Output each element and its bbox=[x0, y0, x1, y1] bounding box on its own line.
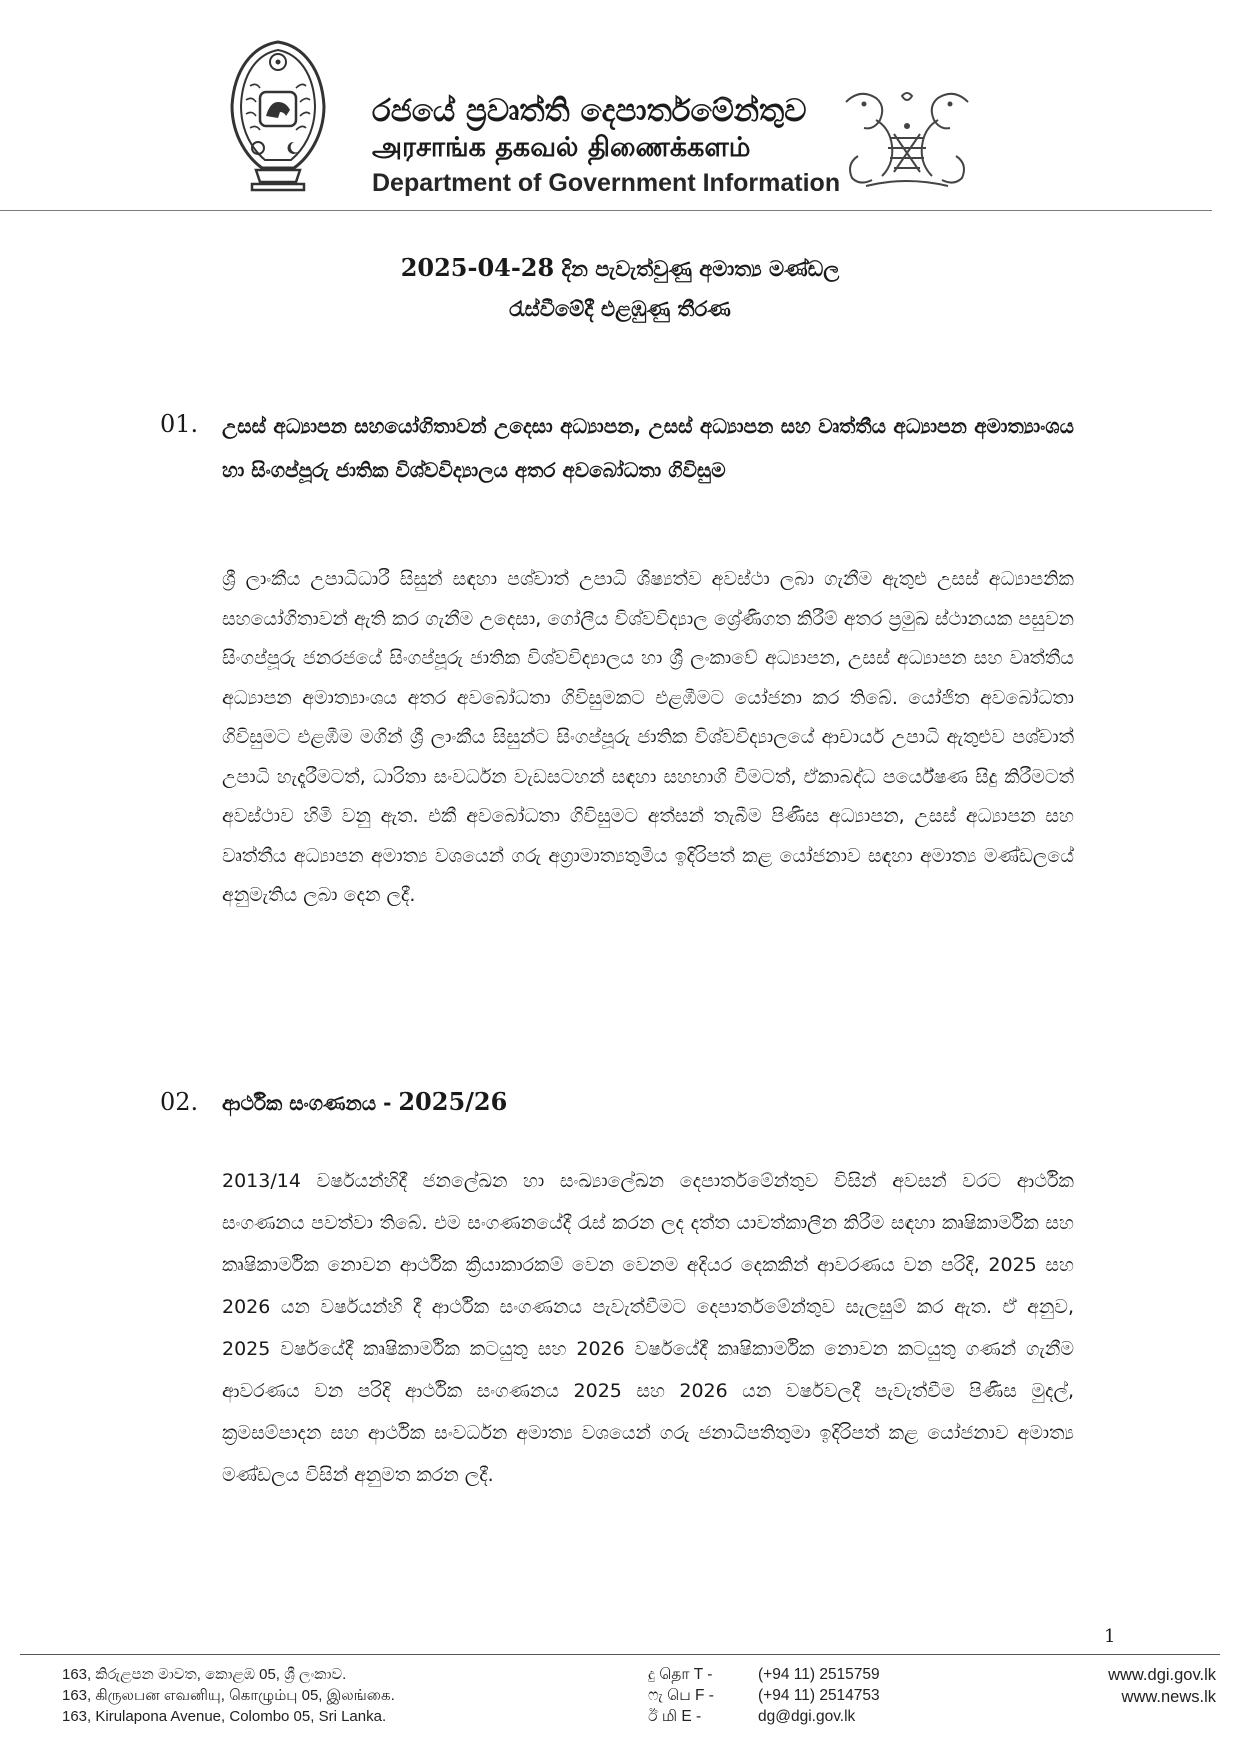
section-number: 01. bbox=[160, 410, 199, 438]
website-link-dgi[interactable]: www.dgi.gov.lk bbox=[1108, 1666, 1216, 1684]
address-line-english: 163, Kirulapona Avenue, Colombo 05, Sri Lanka. bbox=[62, 1708, 387, 1725]
footer-divider bbox=[20, 1654, 1220, 1655]
letterhead bbox=[0, 0, 1240, 212]
contact-value: dg@dgi.gov.lk bbox=[758, 1708, 856, 1725]
section-number: 02. bbox=[160, 1088, 199, 1116]
department-name-tamil: அரசாங்க தகவல் திணைக்களம் bbox=[372, 132, 751, 163]
address-line-tamil: 163, கிருலபன எவனியு, கொழும்பு 05, இலங்கை. bbox=[62, 1687, 395, 1704]
footer-websites bbox=[1108, 1664, 1216, 1708]
contact-fax bbox=[648, 1685, 880, 1706]
section-title: උසස් අධ්‍යාපන සහයෝගිතාවන් උදෙසා අධ්‍යාපන, උසස් අධ්‍යාපන සහ වෘත්තීය අධ්‍යාපන අමාත්‍යාංශය හා සිංගප්පූරු ජාතික විශ්වවිද්‍යාලය අතර අවබෝධතා ගිවිසුම bbox=[222, 414, 1074, 482]
footer-address bbox=[62, 1664, 395, 1727]
department-name-english: Department of Government Information bbox=[372, 169, 841, 197]
department-name-sinhala: රජයේ ප්‍රවෘත්ති දෙපාර්තමේන්තුව bbox=[372, 93, 807, 129]
contact-label: ඊ மி E - bbox=[648, 1708, 702, 1725]
document-heading bbox=[0, 248, 1240, 329]
address-line-sinhala: 163, කිරුළපන මාවත, කොළඹ 05, ශ්‍රී ලංකාව. bbox=[62, 1666, 347, 1683]
meeting-date: 2025-04-28 bbox=[400, 253, 555, 282]
section-body: ශ්‍රී ලාංකීය උපාධිධාරී සිසුන් සඳහා පශ්චාත් උපාධි ශිෂ්‍යත්ව අවස්ථා ලබා ගැනීම ඇතුළු උසස් අධ්‍යාපනික සහයෝගිතාවන් ඇති කර ගැනීම උදෙසා, ගෝලීය විශ්වවිද්‍යාල ශ්‍රේණිගත කිරීම් අතර ප්‍රමුඛ ස්ථානයක පසුවන සිංගප්පූරු ජනරජයේ සිංගප්පූරු ජාතික විශ්වවිද්‍යාලය හා ශ්‍රී ලංකාවේ අධ්‍යාපන, උසස් අධ්‍යාපන සහ වෘත්තීය අධ්‍යාපන අමාත්‍යාංශය අතර අවබෝධතා ගිවිසුමකට එළඹීමට යෝජනා කර තිබේ. යෝජිත අවබෝධතා ගිවිසුමට එළඹීම මගින් ශ්‍රී ලාංකීය සිසුන්ට සිංගප්පූරු ජාතික විශ්වවිද්‍යාලයේ ආචාර්ය උපාධි ඇතුළුව පශ්චාත් උපාධි හැදෑරීමටත්, ධාරිතා සංවර්ධන වැඩසටහන් සඳහා සහභාගි වීමටත්, ඒකාබද්ධ පර්යේෂණ සිදු කිරීමටත් අවස්ථාව හිමි වනු ඇත. එකී අවබෝධතා ගිවිසුමට අත්සන් තැබීම පිණිස අධ්‍යාපන, උසස් අධ්‍යාපන සහ වෘත්තීය අධ්‍යාපන අමාත්‍ය වශයෙන් ගරු අග්‍රාමාත්‍යතුමිය ඉදිරිපත් කළ යෝජනාව සඳහා අමාත්‍ය මණ්ඩලයේ අනුමැතිය ලබා දෙන ලදී. bbox=[222, 568, 1074, 906]
section-title-text: ආර්ථික සංගණනය - bbox=[222, 1091, 399, 1115]
contact-label: දු தொ T - bbox=[648, 1666, 713, 1683]
document-heading-line1-text: දින පැවැත්වුණු අමාත්‍ය මණ්ඩල bbox=[561, 257, 840, 281]
section-body: 2013/14 වර්ෂයන්හිදී ජනලේඛන හා සංඛ්‍යාලේඛන දෙපාර්තමේන්තුව විසින් අවසන් වරට ආර්ථික සංගණනය පවත්වා තිබේ. එම සංගණනයේදී රැස් කරන ලද දත්ත යාවත්කාලීන කිරීම සඳහා කෘෂිකාර්මික සහ කෘෂිකාර්මික නොවන ආර්ථික ක්‍රියාකාරකම් වෙන වෙනම අදියර දෙකකින් ආවරණය වන පරිදි, 2025 සහ 2026 යන වර්ෂයන්හි දී ආර්ථික සංගණනය පැවැත්වීමට දෙපාර්තමේන්තුව සැලසුම් කර ඇත. ඒ අනුව, 2025 වර්ෂයේදී කෘෂිකාර්මික කටයුතු සහ 2026 වර්ෂයේදී කෘෂිකාර්මික නොවන කටයුතු ගණන් ගැනීම ආවරණය වන පරිදි ආර්ථික සංගණනය 2025 සහ 2026 යන වර්ෂවලදී පැවැත්වීම පිණිස මුදල්, ක්‍රමසම්පාදන සහ ආර්ථික සංවර්ධන අමාත්‍ය වශයෙන් ගරු ජනාධිපතිතුමා ඉදිරිපත් කළ යෝජනාව අමාත්‍ය මණ්ඩලය විසින් අනුමත කරන ලදී. bbox=[222, 1170, 1074, 1486]
contact-value: (+94 11) 2515759 bbox=[758, 1666, 880, 1683]
header-divider bbox=[0, 210, 1212, 211]
page-number: 1 bbox=[1104, 1626, 1116, 1647]
footer-contacts bbox=[648, 1664, 880, 1727]
document-heading-line2: රැස්වීමේදී එළඹුණු තීරණ bbox=[509, 297, 731, 321]
contact-email bbox=[648, 1706, 880, 1727]
contact-telephone bbox=[648, 1664, 880, 1685]
contact-value: (+94 11) 2514753 bbox=[758, 1687, 880, 1704]
state-emblem-icon bbox=[222, 36, 334, 196]
website-link-news[interactable]: www.news.lk bbox=[1121, 1688, 1216, 1706]
section-title bbox=[222, 1080, 1074, 1125]
contact-label: ෆැ பெ F - bbox=[648, 1687, 714, 1704]
lion-ornament-icon bbox=[836, 86, 978, 192]
section-title-year: 2025/26 bbox=[398, 1087, 508, 1116]
document-heading-line1 bbox=[0, 248, 1240, 289]
department-title-block bbox=[372, 92, 841, 200]
